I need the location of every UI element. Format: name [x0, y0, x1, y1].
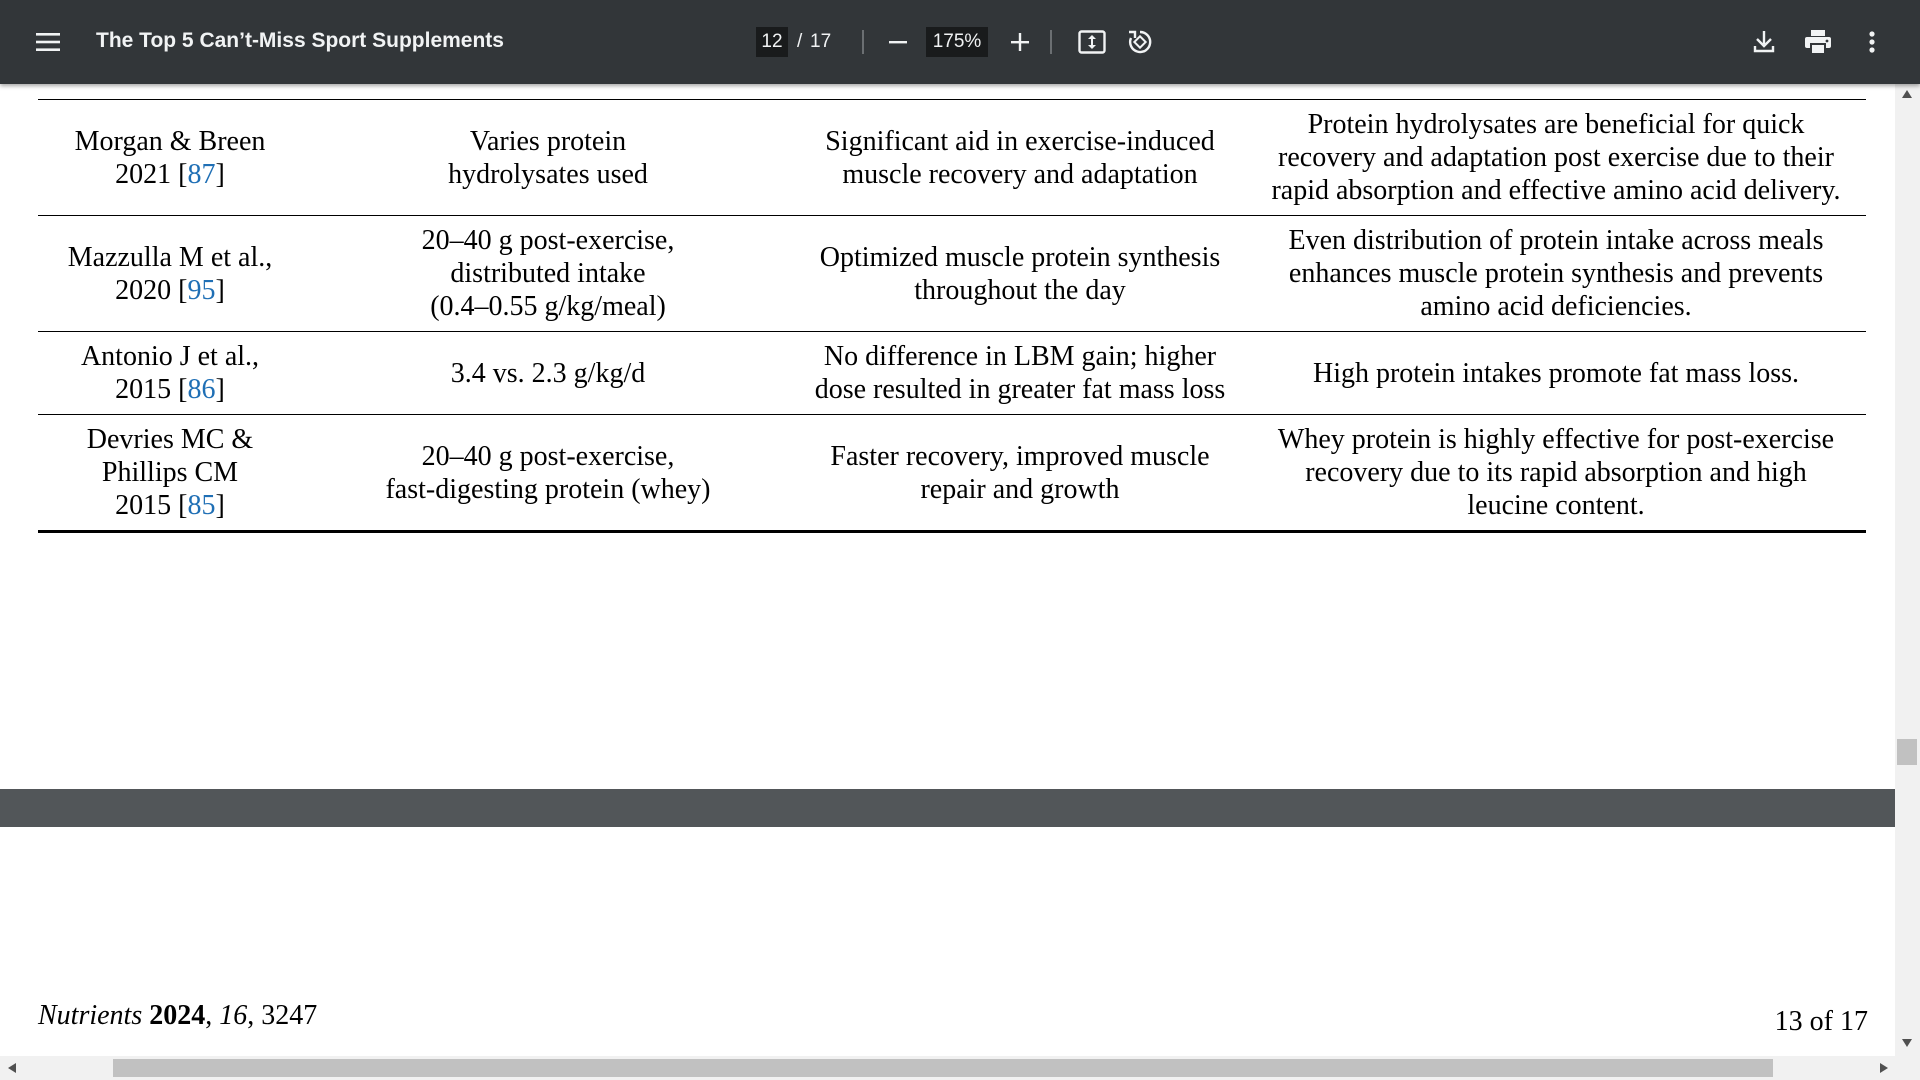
conclusion-cell: Protein hydrolysates are beneficial for quick recovery and adaptation post exercise due to their rapid absorption and effective amino acid delivery.	[1246, 100, 1866, 216]
outcome-cell: Faster recovery, improved muscle repair and growth	[794, 415, 1246, 532]
fit-to-page-button[interactable]	[1072, 22, 1112, 62]
outcome-cell: No difference in LBM gain; higher dose resulted in greater fat mass loss	[794, 332, 1246, 415]
page-number-label: 13 of 17	[1774, 1006, 1868, 1037]
reference-link[interactable]: 87	[187, 158, 216, 190]
zoom-in-button[interactable]	[1000, 22, 1040, 62]
dosage-cell: 3.4 vs. 2.3 g/kg/d	[302, 332, 794, 415]
scroll-right-icon[interactable]	[1880, 1063, 1888, 1073]
toolbar-divider	[1050, 30, 1052, 54]
vertical-scrollbar[interactable]	[1895, 84, 1920, 1056]
plus-icon	[1010, 32, 1030, 52]
dosage-cell: Varies protein hydrolysates used	[302, 100, 794, 216]
page-separator: /	[797, 31, 803, 52]
zoom-input[interactable]: 175%	[926, 27, 988, 57]
journal-year: 2024	[149, 1000, 206, 1031]
study-text: Devries MC & Phillips CM 2015 [	[86, 424, 254, 521]
table-row	[38, 415, 1866, 532]
menu-button[interactable]	[28, 22, 68, 62]
dosage-cell: 20–40 g post-exercise, distributed intake (0.4–0.55 g/kg/meal)	[302, 216, 794, 332]
ref-close: ]	[215, 158, 225, 190]
comma: ,	[247, 1000, 262, 1031]
page-separator-gap	[0, 789, 1895, 827]
outcome-cell: Significant aid in exercise-induced muscle recovery and adaptation	[794, 100, 1246, 216]
study-text: Morgan & Breen 2021 [	[74, 125, 266, 190]
scroll-down-icon[interactable]	[1902, 1039, 1912, 1047]
page-total: 17	[810, 31, 832, 52]
menu-icon	[35, 32, 61, 52]
journal-name: Nutrients	[38, 1000, 143, 1031]
print-button[interactable]	[1798, 22, 1838, 62]
reference-link[interactable]: 95	[187, 274, 216, 306]
study-text: Mazzulla M et al., 2020 [	[67, 241, 273, 306]
download-button[interactable]	[1744, 22, 1784, 62]
journal-citation	[38, 1000, 317, 1032]
ref-close: ]	[215, 490, 225, 521]
minus-icon	[888, 32, 908, 52]
study-cell	[38, 100, 302, 216]
study-cell	[38, 332, 302, 415]
page-number-input[interactable]: 12	[756, 27, 788, 57]
outcome-cell: Optimized muscle protein synthesis throughout the day	[794, 216, 1246, 332]
ref-close: ]	[215, 274, 225, 306]
reference-link[interactable]: 85	[187, 490, 216, 521]
reference-link[interactable]: 86	[187, 374, 216, 405]
toolbar-divider	[862, 30, 864, 54]
scroll-up-icon[interactable]	[1902, 90, 1912, 98]
ref-close: ]	[215, 374, 225, 405]
conclusion-cell: Even distribution of protein intake across meals enhances muscle protein synthesis and prevents amino acid deficiencies.	[1246, 216, 1866, 332]
study-cell	[38, 415, 302, 532]
results-table	[38, 99, 1866, 533]
study-cell	[38, 216, 302, 332]
table-row	[38, 100, 1866, 216]
conclusion-cell: Whey protein is highly effective for post-exercise recovery due to its rapid absorption and high leucine content.	[1246, 415, 1866, 532]
horizontal-scroll-thumb[interactable]	[113, 1059, 1773, 1077]
more-options-button[interactable]	[1852, 22, 1892, 62]
rotate-icon	[1126, 28, 1154, 56]
dosage-cell: 20–40 g post-exercise, fast-digesting protein (whey)	[302, 415, 794, 532]
download-icon	[1753, 30, 1775, 54]
more-vert-icon	[1868, 30, 1876, 54]
print-icon	[1804, 29, 1832, 55]
pdf-toolbar	[0, 0, 1920, 84]
zoom-out-button[interactable]	[878, 22, 918, 62]
conclusion-cell: High protein intakes promote fat mass loss.	[1246, 332, 1866, 415]
article-number: 3247	[261, 1000, 318, 1031]
vertical-scroll-thumb[interactable]	[1897, 739, 1917, 765]
document-title: The Top 5 Can’t-Miss Sport Supplements	[96, 29, 504, 52]
journal-volume: 16	[219, 1000, 248, 1031]
study-text: Antonio J et al., 2015 [	[80, 341, 260, 405]
rotate-button[interactable]	[1120, 22, 1160, 62]
scroll-left-icon[interactable]	[8, 1063, 16, 1073]
table-row	[38, 332, 1866, 415]
table-row	[38, 216, 1866, 332]
comma: ,	[205, 1000, 220, 1031]
fit-page-icon	[1078, 30, 1106, 54]
